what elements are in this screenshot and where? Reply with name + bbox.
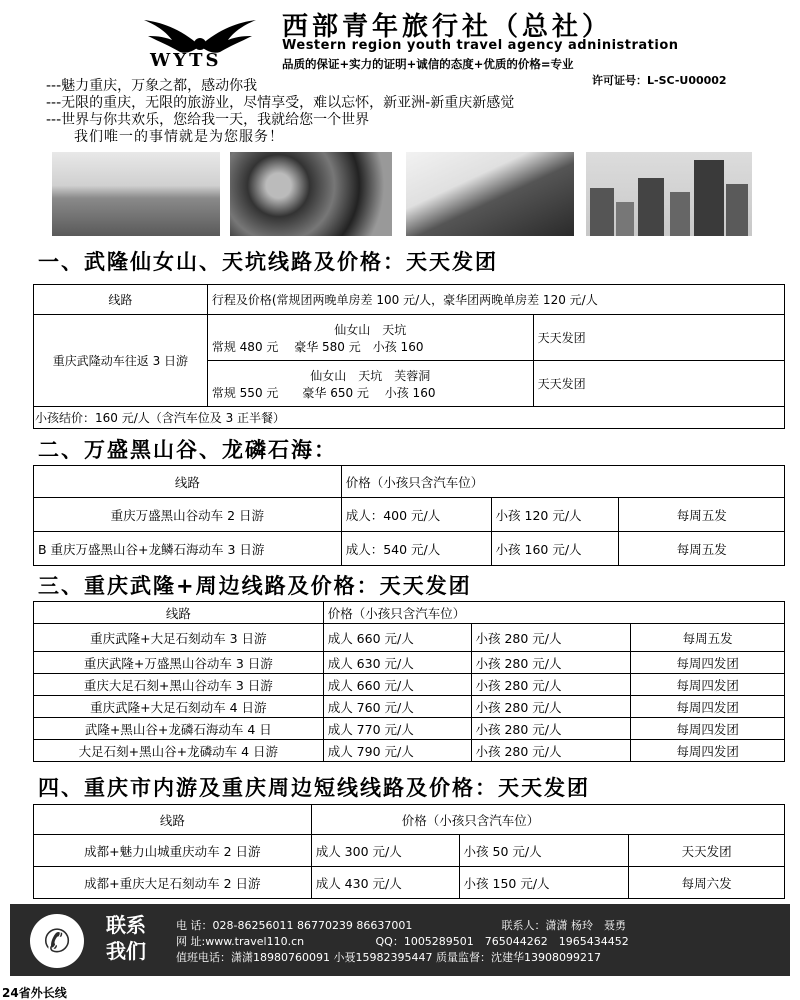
duty-phone: 值班电话：潇潇18980760091 小聂15982395447 质量监督：沈建华13908099217 — [176, 951, 601, 964]
route-cell: 重庆武隆+大足石刻动车 3 日游 — [34, 624, 324, 652]
child-price: 小孩 50 元/人 — [459, 835, 629, 867]
header-price: 行程及价格(常规团两晚单房差 100 元/人，豪华团两晚单房差 120 元/人 — [207, 285, 784, 315]
agency-english-name: Western region youth travel agency adninistration — [282, 38, 679, 53]
route-cell: 重庆武隆+万盛黑山谷动车 3 日游 — [34, 652, 324, 674]
route-cell: B 重庆万盛黑山谷+龙鳞石海动车 3 日游 — [34, 532, 342, 566]
adult-price: 成人 770 元/人 — [323, 718, 471, 740]
header-route: 线路 — [34, 805, 312, 835]
route-cell: 成都+魅力山城重庆动车 2 日游 — [34, 835, 312, 867]
phone-icon: ✆ — [30, 914, 84, 968]
slogan: ---魅力重庆，万象之都，感动你我 — [46, 78, 258, 94]
child-price: 小孩 280 元/人 — [471, 652, 631, 674]
agency-name: 西部青年旅行社（总社） — [282, 12, 613, 42]
adult-price: 成人：540 元/人 — [341, 532, 491, 566]
route-cell: 武隆+黑山谷+龙磷石海动车 4 日 — [34, 718, 324, 740]
child-price: 小孩 160 元/人 — [491, 532, 619, 566]
slogan: ---无限的重庆，无限的旅游业，尽情享受，难以忘怀，新亚洲-新重庆新感觉 — [46, 95, 515, 111]
contact-title — [106, 912, 146, 964]
option-sights: 仙女山 天坑 — [334, 322, 407, 337]
waterfall-photo — [230, 152, 392, 236]
route-cell: 重庆大足石刻+黑山谷动车 3 日游 — [34, 674, 324, 696]
child-price: 小孩 280 元/人 — [471, 718, 631, 740]
route-cell: 成都+重庆大足石刻动车 2 日游 — [34, 867, 312, 899]
adult-price: 成人 660 元/人 — [323, 624, 471, 652]
schedule-cell: 每周四发团 — [631, 674, 785, 696]
adult-price: 成人 300 元/人 — [311, 835, 459, 867]
child-note: 小孩结价：160 元/人（含汽车位及 3 正半餐） — [34, 407, 785, 429]
adult-price: 成人 790 元/人 — [323, 740, 471, 762]
child-price: 小孩 120 元/人 — [491, 498, 619, 532]
website-link[interactable]: 网 址:www.travel110.cn — [176, 935, 305, 948]
agency-motto: 品质的保证+实力的证明+诚信的态度+优质的价格=专业 — [282, 57, 574, 71]
contact-persons: 联系人：潇潇 杨玲 聂勇 — [501, 919, 626, 932]
adult-price: 成人 430 元/人 — [311, 867, 459, 899]
schedule-cell: 每周四发团 — [631, 696, 785, 718]
option-prices: 常规 550 元 豪华 650 元 小孩 160 — [211, 385, 436, 400]
contact-footer — [10, 904, 790, 976]
child-price: 小孩 150 元/人 — [459, 867, 629, 899]
license-number: 许可证号：L-SC-U00002 — [592, 74, 727, 87]
slogan: 我们唯一的事情就是为您服务！ — [74, 129, 284, 145]
grassland-photo — [52, 152, 220, 236]
schedule-cell: 每周四发团 — [631, 652, 785, 674]
header-route: 线路 — [34, 466, 342, 498]
mountain-photo — [406, 152, 574, 236]
city-skyline-photo — [586, 152, 752, 236]
schedule-cell: 每周四发团 — [631, 718, 785, 740]
header-route: 线路 — [34, 602, 324, 624]
option-prices: 常规 480 元 豪华 580 元 小孩 160 — [211, 339, 424, 354]
price-table — [33, 465, 785, 566]
header-route: 线路 — [34, 285, 208, 315]
schedule-cell: 天天发团 — [629, 835, 785, 867]
contact-title-line: 联系 — [106, 913, 146, 937]
price-table — [33, 804, 785, 899]
route-cell: 重庆武隆动车往返 3 日游 — [34, 315, 208, 407]
route-cell: 重庆武隆+大足石刻动车 4 日游 — [34, 696, 324, 718]
schedule-cell: 每周六发 — [629, 867, 785, 899]
schedule-cell: 每周五发 — [619, 498, 785, 532]
adult-price: 成人 630 元/人 — [323, 652, 471, 674]
price-table — [33, 601, 785, 762]
price-table — [33, 284, 785, 429]
schedule-cell: 每周五发 — [631, 624, 785, 652]
phone-numbers: 电 话：028-86256011 86770239 86637001 — [176, 919, 413, 932]
section-title: 二、万盛黑山谷、龙磷石海： — [38, 438, 337, 462]
contact-info — [176, 918, 629, 966]
header — [0, 0, 800, 150]
header-price: 价格（小孩只含汽车位） — [323, 602, 784, 624]
adult-price: 成人：400 元/人 — [341, 498, 491, 532]
adult-price: 成人 660 元/人 — [323, 674, 471, 696]
route-cell: 重庆万盛黑山谷动车 2 日游 — [34, 498, 342, 532]
adult-price: 成人 760 元/人 — [323, 696, 471, 718]
contact-title-line: 我们 — [106, 939, 146, 963]
route-cell: 大足石刻+黑山谷+龙磷动车 4 日游 — [34, 740, 324, 762]
option-cell — [207, 315, 533, 361]
section-title: 一、武隆仙女山、天坑线路及价格：天天发团 — [38, 250, 498, 274]
child-price: 小孩 280 元/人 — [471, 674, 631, 696]
schedule-cell: 天天发团 — [533, 315, 784, 361]
child-price: 小孩 280 元/人 — [471, 740, 631, 762]
slogan: ---世界与你共欢乐，您给我一天，我就给您一个世界 — [46, 112, 370, 128]
slogans — [46, 78, 514, 146]
child-price: 小孩 280 元/人 — [471, 624, 631, 652]
section-title: 四、重庆市内游及重庆周边短线线路及价格：天天发团 — [38, 776, 590, 800]
section-title: 三、重庆武隆+周边线路及价格：天天发团 — [38, 574, 472, 598]
child-price: 小孩 280 元/人 — [471, 696, 631, 718]
header-price: 价格（小孩只含汽车位） — [341, 466, 784, 498]
option-cell — [207, 361, 533, 407]
option-sights: 仙女山 天坑 芙蓉洞 — [310, 368, 431, 383]
qq-numbers: QQ：1005289501 765044262 1965434452 — [375, 935, 629, 948]
schedule-cell: 每周五发 — [619, 532, 785, 566]
header-price: 价格（小孩只含汽车位） — [311, 805, 784, 835]
schedule-cell: 每周四发团 — [631, 740, 785, 762]
logo-text: WYTS — [150, 50, 222, 71]
page-label: 24省外长线 — [2, 986, 67, 1000]
schedule-cell: 天天发团 — [533, 361, 784, 407]
photo-strip — [0, 152, 800, 236]
